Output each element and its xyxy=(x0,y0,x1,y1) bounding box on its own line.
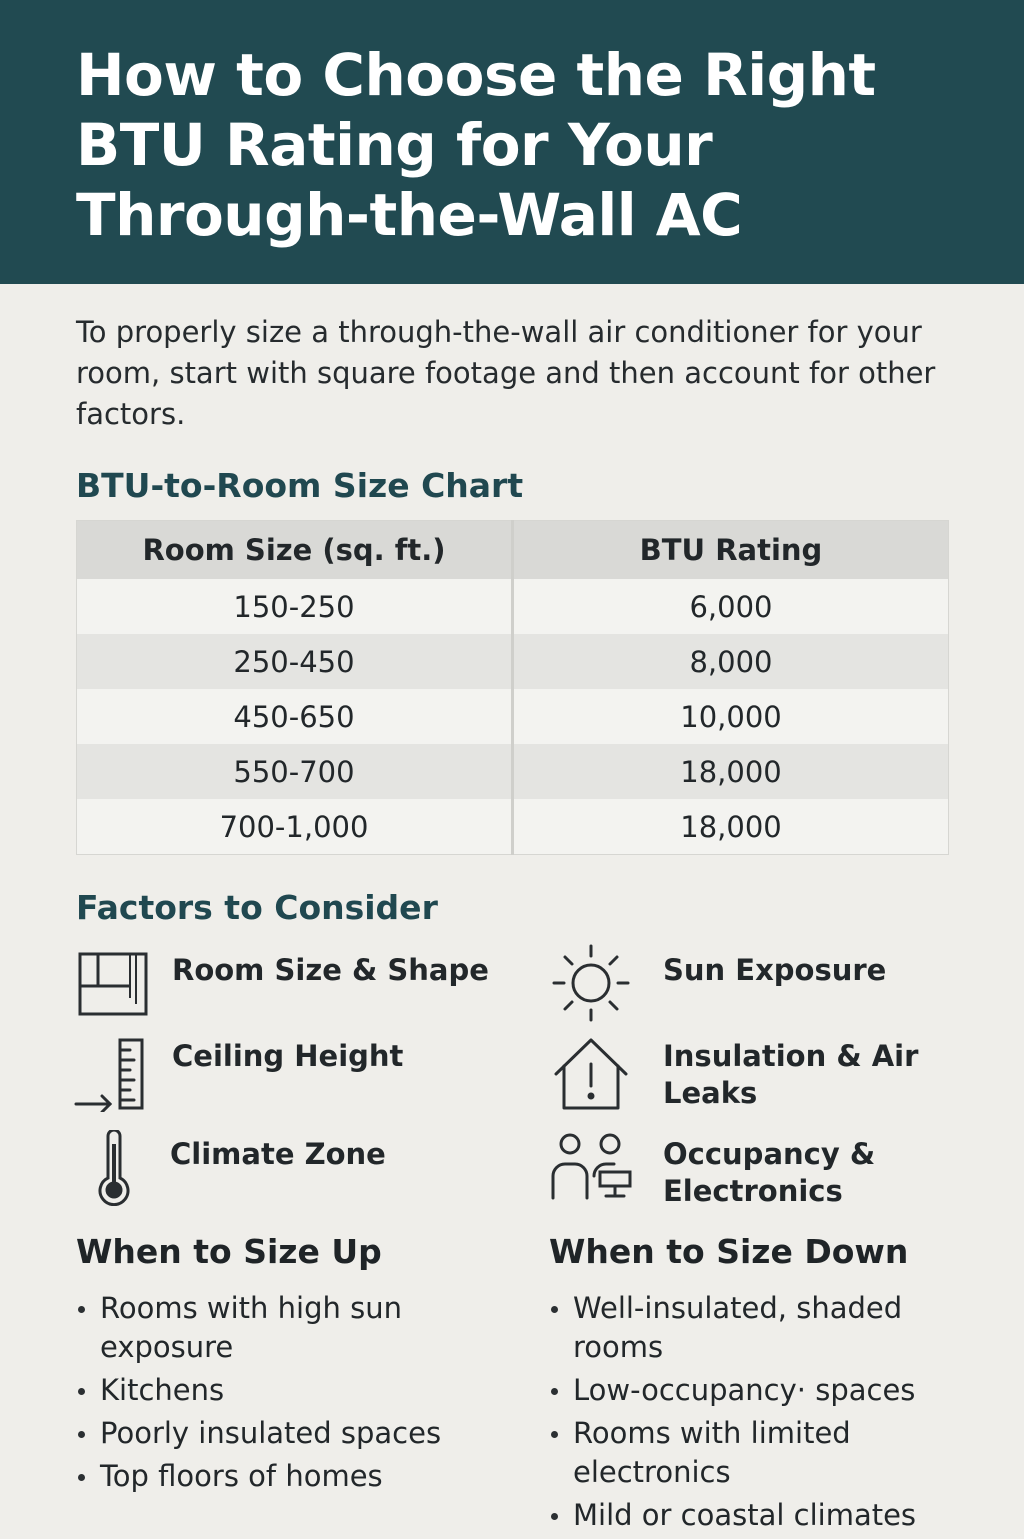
btu-rating-cell: 10,000 xyxy=(513,689,949,744)
size-up-list xyxy=(76,1289,496,1500)
table-row xyxy=(77,744,949,799)
table-row xyxy=(77,799,949,855)
btu-rating-cell: 18,000 xyxy=(513,744,949,799)
room-size-cell: 450-650 xyxy=(77,689,513,744)
size-down-title: When to Size Down xyxy=(549,1232,909,1271)
factor-label-climate-zone: Climate Zone xyxy=(170,1137,386,1171)
list-item: Well-insulated, shaded rooms xyxy=(549,1289,969,1367)
intro-paragraph: To properly size a through-the-wall air conditioner for your room, start with square footage and then account for other factors. xyxy=(76,315,936,431)
header-banner xyxy=(0,0,1024,284)
chart-title: BTU-to-Room Size Chart xyxy=(76,466,524,505)
btu-table xyxy=(76,520,949,855)
list-item: Kitchens xyxy=(76,1371,496,1410)
list-item: Poorly insulated spaces xyxy=(76,1414,496,1453)
factor-label-sun-exposure: Sun Exposure xyxy=(663,953,887,987)
size-up-title: When to Size Up xyxy=(76,1232,382,1271)
sun-icon xyxy=(550,942,632,1024)
column-header-btu-rating: BTU Rating xyxy=(513,521,949,580)
btu-rating-cell: 8,000 xyxy=(513,634,949,689)
table-header-row xyxy=(77,521,949,580)
table-row xyxy=(77,689,949,744)
factor-label-occupancy: Occupancy & Electronics xyxy=(663,1137,876,1208)
room-size-cell: 250-450 xyxy=(77,634,513,689)
factors-title: Factors to Consider xyxy=(76,888,438,927)
list-item: Low-occupancy· spaces xyxy=(549,1371,969,1410)
room-layout-icon xyxy=(78,952,148,1016)
ruler-icon xyxy=(74,1038,148,1112)
thermometer-icon xyxy=(96,1130,132,1206)
room-size-cell: 150-250 xyxy=(77,579,513,634)
room-size-cell: 550-700 xyxy=(77,744,513,799)
factor-label-insulation: Insulation & Air Leaks xyxy=(663,1039,919,1110)
list-item: Top floors of homes xyxy=(76,1457,496,1496)
factor-label-ceiling-height: Ceiling Height xyxy=(172,1039,404,1073)
column-header-room-size: Room Size (sq. ft.) xyxy=(77,521,513,580)
list-item: Rooms with high sun exposure xyxy=(76,1289,496,1367)
factor-label-room-size: Room Size & Shape xyxy=(172,953,489,987)
list-item: Mild or coastal climates xyxy=(549,1496,969,1535)
table-row xyxy=(77,579,949,634)
people-electronics-icon xyxy=(550,1132,634,1202)
btu-rating-cell: 6,000 xyxy=(513,579,949,634)
page-title: How to Choose the Right BTU Rating for Your Through-the-Wall AC xyxy=(76,41,876,249)
house-alert-icon xyxy=(552,1036,630,1112)
btu-rating-cell: 18,000 xyxy=(513,799,949,855)
size-down-list xyxy=(549,1289,969,1539)
table-row xyxy=(77,634,949,689)
list-item: Rooms with limited electronics xyxy=(549,1414,969,1492)
room-size-cell: 700-1,000 xyxy=(77,799,513,855)
